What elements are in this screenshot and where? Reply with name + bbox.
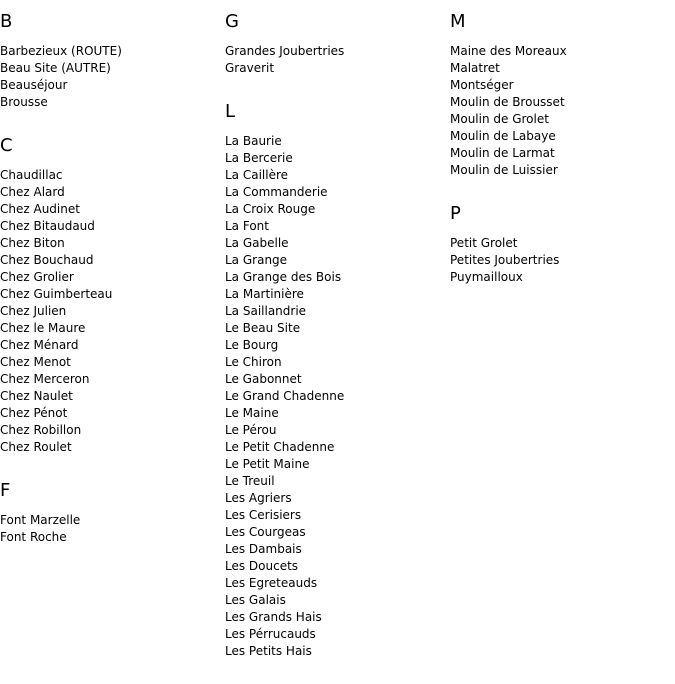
place-link[interactable]: La Baurie (225, 134, 282, 148)
place-link[interactable]: La Martinière (225, 287, 304, 301)
place-link[interactable]: Chez Pénot (0, 406, 68, 420)
place-link[interactable]: Chez Biton (0, 236, 65, 250)
place-link[interactable]: Moulin de Brousset (450, 95, 565, 109)
place-link[interactable]: Graverit (225, 61, 275, 75)
list-item (450, 269, 670, 286)
column-1 (0, 11, 220, 570)
list-item (225, 286, 445, 303)
list-item (225, 320, 445, 337)
place-link[interactable]: Le Maine (225, 406, 279, 420)
list-item (450, 235, 670, 252)
list-item (225, 337, 445, 354)
letter-heading: P (450, 203, 461, 224)
list-item (0, 286, 220, 303)
list-item (225, 133, 445, 150)
place-link[interactable]: Puymailloux (450, 270, 523, 284)
place-link[interactable]: La Commanderie (225, 185, 328, 199)
list-item (450, 43, 670, 60)
place-link[interactable]: Chez Roulet (0, 440, 72, 454)
place-link[interactable]: Le Beau Site (225, 321, 301, 335)
list-item (0, 252, 220, 269)
list-item (225, 269, 445, 286)
letter-heading: M (450, 11, 466, 32)
list-item (450, 60, 670, 77)
place-link[interactable]: Le Petit Chadenne (225, 440, 335, 454)
place-link[interactable]: La Grange des Bois (225, 270, 342, 284)
list-item (225, 184, 445, 201)
list-item (225, 167, 445, 184)
place-link[interactable]: La Bercerie (225, 151, 293, 165)
letter-heading: F (0, 480, 11, 501)
place-link[interactable]: Petit Grolet (450, 236, 518, 250)
place-link[interactable]: Chez Julien (0, 304, 67, 318)
letter-heading: C (0, 135, 13, 156)
place-link[interactable]: La Saillandrie (225, 304, 307, 318)
list-item (225, 43, 445, 60)
place-link[interactable]: Montséger (450, 78, 514, 92)
list-item (0, 354, 220, 371)
list-item (225, 592, 445, 609)
list-item (0, 405, 220, 422)
place-link[interactable]: Font Marzelle (0, 513, 81, 527)
letter-heading: B (0, 11, 13, 32)
list-item (0, 77, 220, 94)
place-link[interactable]: Chez Bitaudaud (0, 219, 95, 233)
place-link[interactable]: Moulin de Labaye (450, 129, 556, 143)
place-link[interactable]: La Croix Rouge (225, 202, 316, 216)
list-item (0, 422, 220, 439)
place-link[interactable]: Chez Guimberteau (0, 287, 113, 301)
list-item (0, 167, 220, 184)
place-list (0, 167, 220, 456)
list-item (225, 490, 445, 507)
place-list (0, 512, 220, 546)
list-item (0, 184, 220, 201)
list-item (225, 201, 445, 218)
place-link[interactable]: Les Grands Hais (225, 610, 322, 624)
place-link[interactable]: Chez Grolier (0, 270, 74, 284)
column-2 (225, 11, 445, 684)
list-item (225, 524, 445, 541)
place-link[interactable]: La Font (225, 219, 269, 233)
place-link[interactable]: Chez Ménard (0, 338, 79, 352)
place-link[interactable]: Le Gabonnet (225, 372, 302, 386)
list-item (225, 626, 445, 643)
list-item (225, 354, 445, 371)
place-link[interactable]: Moulin de Luissier (450, 163, 558, 177)
list-item (450, 145, 670, 162)
place-link[interactable]: Moulin de Larmat (450, 146, 555, 160)
place-link[interactable]: Maine des Moreaux (450, 44, 567, 58)
list-item (225, 473, 445, 490)
place-link[interactable]: Chez Bouchaud (0, 253, 94, 267)
letter-group (450, 203, 670, 286)
list-item (225, 439, 445, 456)
list-item (225, 60, 445, 77)
list-item (0, 512, 220, 529)
place-link[interactable]: Les Dambais (225, 542, 302, 556)
place-link[interactable]: Le Grand Chadenne (225, 389, 345, 403)
letter-group (0, 11, 220, 111)
list-item (225, 303, 445, 320)
letter-group (0, 135, 220, 456)
list-item (225, 541, 445, 558)
place-link[interactable]: Le Treuil (225, 474, 275, 488)
place-link[interactable]: Chez Robillon (0, 423, 82, 437)
list-item (450, 77, 670, 94)
place-link[interactable]: Les Doucets (225, 559, 299, 573)
list-item (0, 269, 220, 286)
list-item (225, 150, 445, 167)
column-3 (450, 11, 670, 310)
list-item (0, 529, 220, 546)
place-list (225, 133, 445, 660)
list-item (450, 162, 670, 179)
letter-group (225, 11, 445, 77)
list-item (225, 575, 445, 592)
list-item (0, 94, 220, 111)
list-item (450, 128, 670, 145)
list-item (225, 388, 445, 405)
list-item (0, 303, 220, 320)
place-link[interactable]: Chez Merceron (0, 372, 90, 386)
list-item (225, 456, 445, 473)
list-item (450, 111, 670, 128)
place-link[interactable]: Les Cerisiers (225, 508, 302, 522)
place-link[interactable]: Chez le Maure (0, 321, 86, 335)
list-item (225, 422, 445, 439)
place-link[interactable]: Malatret (450, 61, 500, 75)
list-item (0, 60, 220, 77)
place-link[interactable]: Les Egreteauds (225, 576, 318, 590)
place-link[interactable]: Grandes Joubertries (225, 44, 345, 58)
list-item (0, 439, 220, 456)
place-link[interactable]: Chez Audinet (0, 202, 80, 216)
place-link[interactable]: Brousse (0, 95, 48, 109)
place-link[interactable]: Chaudillac (0, 168, 63, 182)
place-link[interactable]: Beauséjour (0, 78, 68, 92)
list-item (225, 371, 445, 388)
list-item (450, 252, 670, 269)
list-item (225, 507, 445, 524)
list-item (0, 201, 220, 218)
list-item (225, 609, 445, 626)
list-item (225, 643, 445, 660)
place-link[interactable]: Les Petits Hais (225, 644, 312, 658)
place-link[interactable]: Les Agriers (225, 491, 292, 505)
place-link[interactable]: Moulin de Grolet (450, 112, 549, 126)
place-link[interactable]: Le Chiron (225, 355, 282, 369)
letter-group (450, 11, 670, 179)
list-item (225, 558, 445, 575)
place-list (0, 43, 220, 111)
place-link[interactable]: Le Bourg (225, 338, 279, 352)
place-link[interactable]: Petites Joubertries (450, 253, 560, 267)
place-link[interactable]: La Gabelle (225, 236, 289, 250)
list-item (225, 405, 445, 422)
place-list (450, 235, 670, 286)
list-item (0, 43, 220, 60)
place-link[interactable]: Les Galais (225, 593, 286, 607)
place-link[interactable]: La Grange (225, 253, 288, 267)
list-item (0, 371, 220, 388)
letter-heading: G (225, 11, 239, 32)
list-item (450, 94, 670, 111)
place-link[interactable]: Barbezieux (ROUTE) (0, 44, 122, 58)
list-item (0, 388, 220, 405)
place-link[interactable]: Beau Site (AUTRE) (0, 61, 111, 75)
letter-group (225, 101, 445, 660)
place-link[interactable]: Le Pérou (225, 423, 277, 437)
list-item (0, 235, 220, 252)
list-item (0, 337, 220, 354)
place-link[interactable]: Les Pérrucauds (225, 627, 316, 641)
list-item (0, 320, 220, 337)
place-link[interactable]: La Caillère (225, 168, 289, 182)
place-link[interactable]: Les Courgeas (225, 525, 306, 539)
place-link[interactable]: Chez Menot (0, 355, 71, 369)
list-item (225, 218, 445, 235)
letter-group (0, 480, 220, 546)
letter-heading: L (225, 101, 236, 122)
list-item (225, 235, 445, 252)
list-item (0, 218, 220, 235)
place-link[interactable]: Font Roche (0, 530, 67, 544)
place-link[interactable]: Chez Alard (0, 185, 65, 199)
place-link[interactable]: Chez Naulet (0, 389, 73, 403)
list-item (225, 252, 445, 269)
place-list (450, 43, 670, 179)
place-list (225, 43, 445, 77)
place-link[interactable]: Le Petit Maine (225, 457, 310, 471)
